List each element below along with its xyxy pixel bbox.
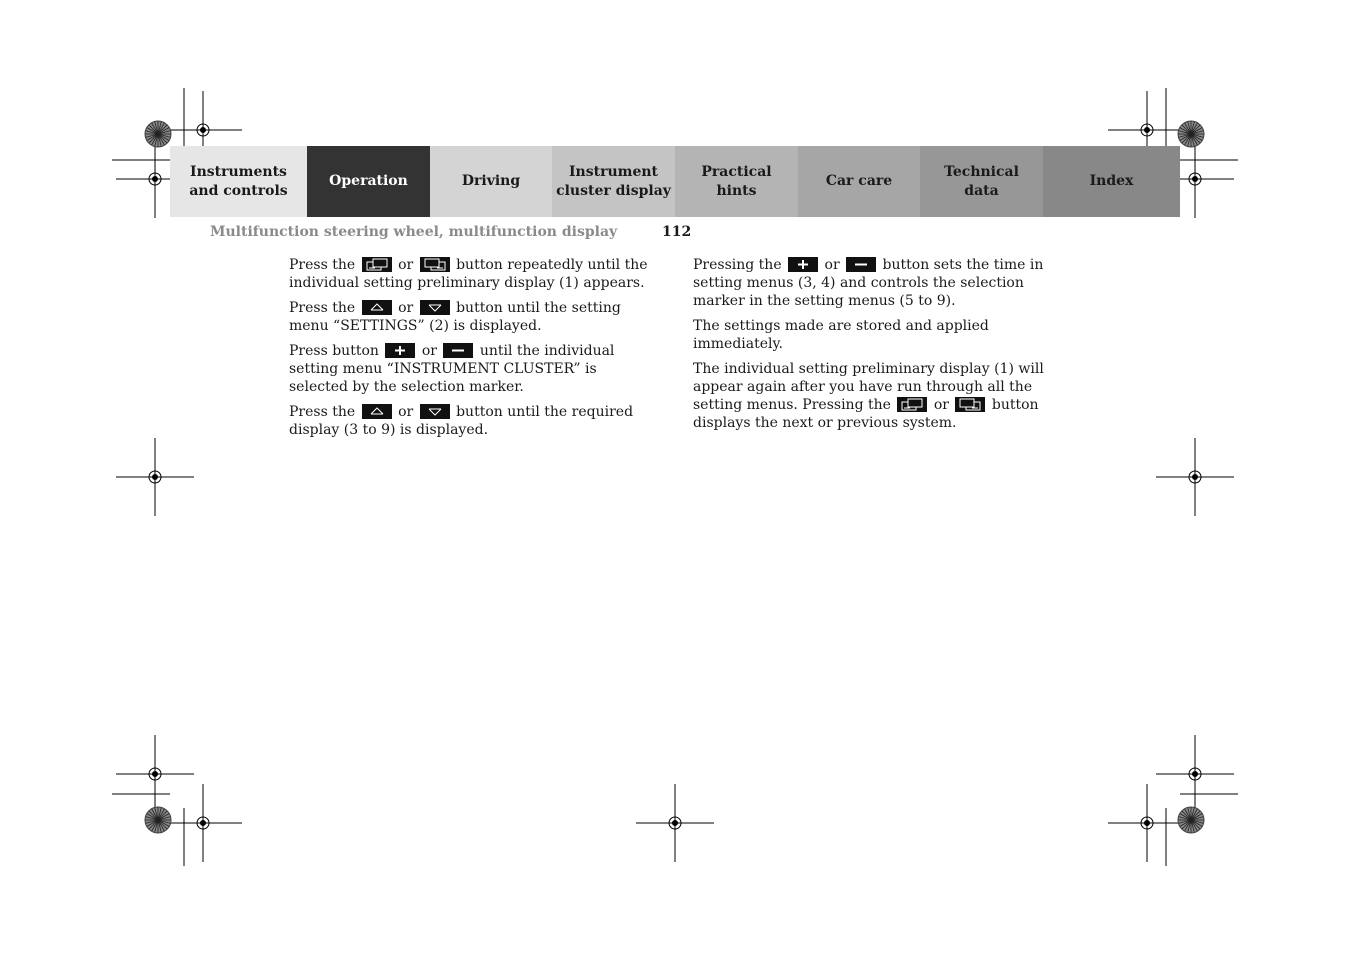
tab-index[interactable]: Index — [1043, 146, 1180, 217]
tab-driving[interactable]: Driving — [430, 146, 552, 217]
crosshair-mark — [1108, 784, 1186, 862]
paragraph: Press the or button until the setting menu “SETTINGS” (2) is displayed. — [289, 300, 621, 334]
rosette-mark — [145, 121, 171, 147]
section-title: Multifunction steering wheel, multifunction display — [210, 224, 618, 240]
tab-instrument-cluster-display[interactable]: Instrument cluster display — [552, 146, 675, 217]
crosshair-mark — [1156, 438, 1234, 516]
crosshair-mark — [1156, 735, 1234, 813]
right-column — [693, 256, 1063, 439]
crosshair-mark — [164, 784, 242, 862]
previous-system-button-icon — [420, 257, 450, 272]
left-column — [289, 256, 659, 446]
section-tabs — [170, 146, 1180, 217]
up-arrow-button-icon — [362, 404, 392, 419]
paragraph: The settings made are stored and applied immediately. — [693, 318, 989, 352]
paragraph: Press the or button until the required display (3 to 9) is displayed. — [289, 404, 634, 438]
rosette-mark — [1178, 807, 1204, 833]
crosshair-mark — [116, 438, 194, 516]
tab-instruments-and-controls[interactable]: Instruments and controls — [170, 146, 307, 217]
paragraph: Pressing the or button sets the time in setting menus (3, 4) and controls the selection marker in the setting menus (5 to 9). — [693, 257, 1044, 309]
plus-button-icon — [385, 343, 415, 358]
paragraph: Press the or button repeatedly until the individual setting preliminary display (1) appears. — [289, 257, 648, 291]
down-arrow-button-icon — [420, 404, 450, 419]
minus-button-icon — [443, 343, 473, 358]
paragraph: Press button or until the individual setting menu “INSTRUMENT CLUSTER” is selected by the selection marker. — [289, 343, 615, 395]
tab-operation[interactable]: Operation — [307, 146, 430, 217]
rosette-mark — [145, 807, 171, 833]
up-arrow-button-icon — [362, 300, 392, 315]
plus-button-icon — [788, 257, 818, 272]
next-system-button-icon — [897, 397, 927, 412]
tab-practical-hints[interactable]: Practical hints — [675, 146, 798, 217]
crosshair-mark — [636, 784, 714, 862]
crosshair-mark — [116, 735, 194, 813]
down-arrow-button-icon — [420, 300, 450, 315]
previous-system-button-icon — [955, 397, 985, 412]
page-number: 112 — [662, 224, 692, 240]
next-system-button-icon — [362, 257, 392, 272]
paragraph: The individual setting preliminary display (1) will appear again after you have run through all the setting menus. Pressing the or button displays the next or previous system. — [693, 361, 1044, 431]
tab-car-care[interactable]: Car care — [798, 146, 920, 217]
rosette-mark — [1178, 121, 1204, 147]
tab-technical-data[interactable]: Technical data — [920, 146, 1043, 217]
minus-button-icon — [846, 257, 876, 272]
